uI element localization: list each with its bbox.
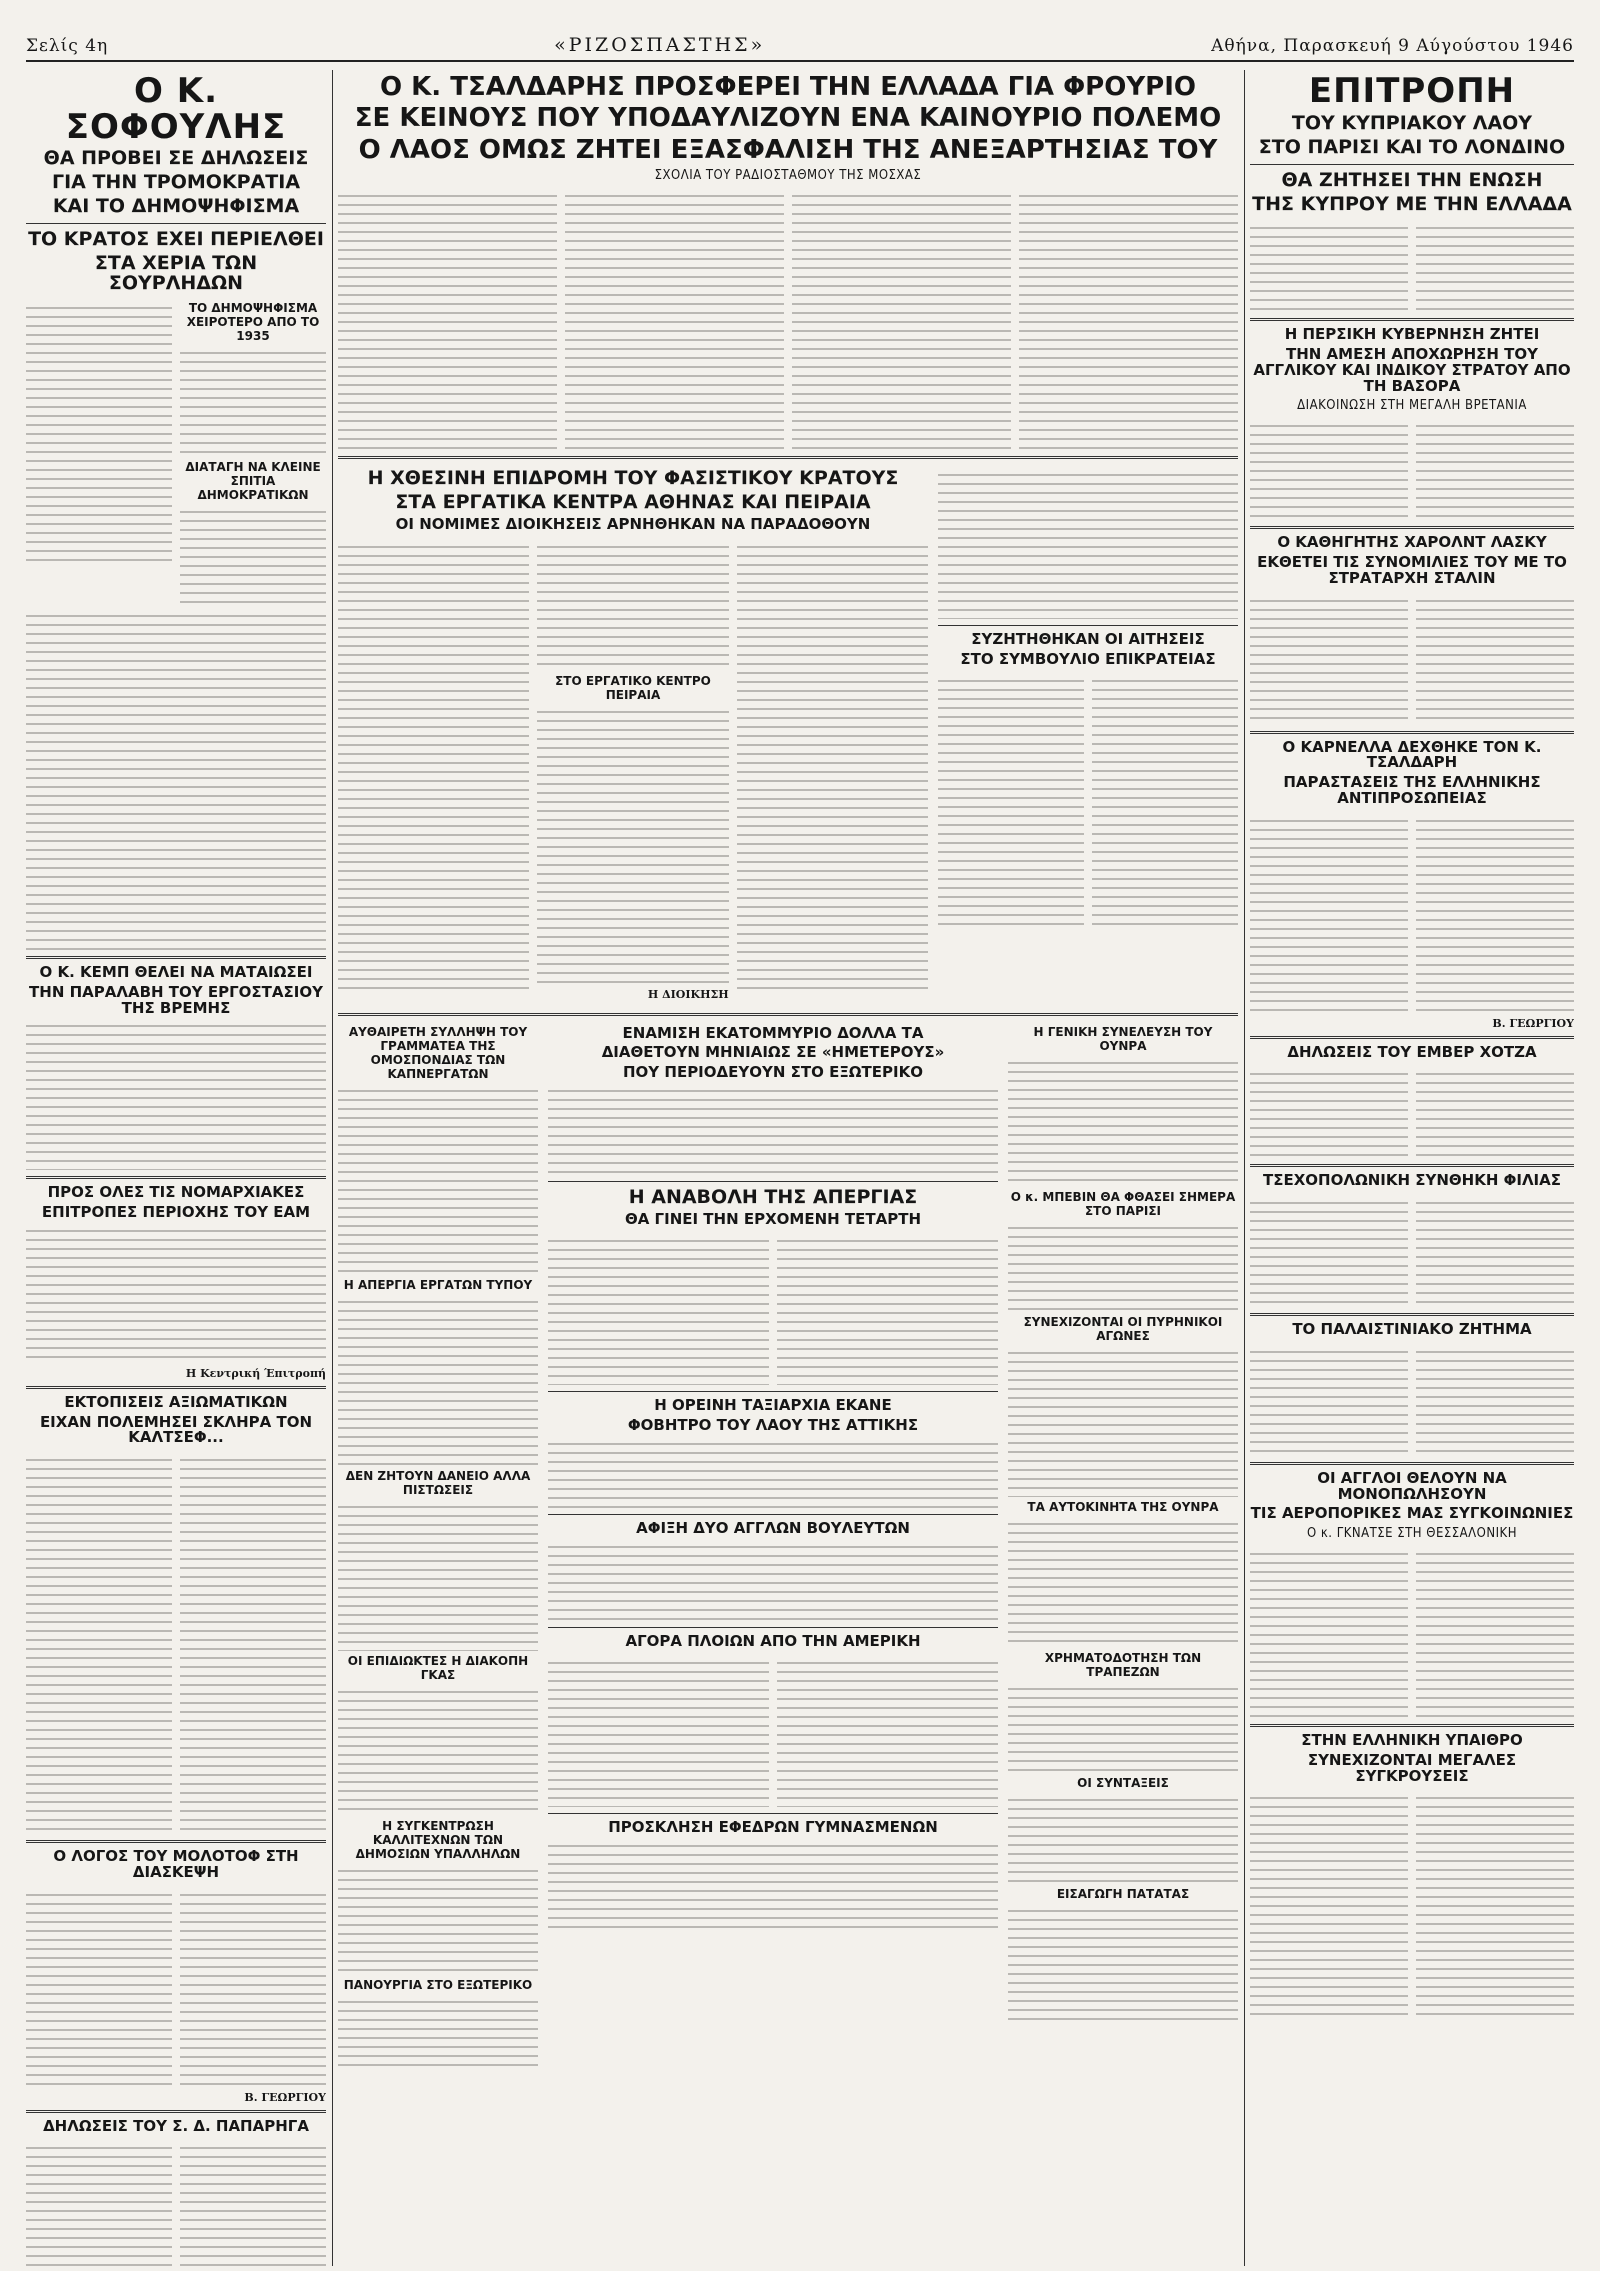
- article-body: [1250, 1193, 1574, 1307]
- body-text: [26, 610, 326, 950]
- body-text: [938, 675, 1084, 925]
- body-text: [26, 2142, 172, 2266]
- divider: [1250, 1313, 1574, 1316]
- column-divider: [1244, 70, 1245, 2266]
- body-text: [26, 302, 172, 562]
- headline: ΔΙΑΘΕΤΟΥΝ ΜΗΝΙΑΙΩΣ ΣΕ «ΗΜΕΤΕΡΟΥΣ»: [601, 1043, 945, 1062]
- headline: ΟΙ ΑΓΓΛΟΙ ΘΕΛΟΥΝ ΝΑ ΜΟΝΟΠΩΛΗΣΟΥΝ: [1317, 1468, 1507, 1503]
- body-text: [1250, 1548, 1408, 1718]
- subheadline: ΚΑΙ ΤΟ ΔΗΜΟΨΗΦΙΣΜΑ: [52, 195, 300, 218]
- headline: ΕΝΑΜΙΣΗ ΕΚΑΤΟΜΜΥΡΙΟ ΔΟΛΛΑ ΤΑ: [622, 1023, 924, 1042]
- headline: Ο ΚΑΘΗΓΗΤΗΣ ΧΑΡΟΛΝΤ ΛΑΣΚΥ: [1277, 533, 1547, 552]
- headline: ΣΤΑ ΕΡΓΑΤΙΚΑ ΚΕΝΤΡΑ ΑΘΗΝΑΣ ΚΑΙ ΠΕΙΡΑΙΑ: [395, 490, 871, 513]
- body-text: [26, 1454, 172, 1834]
- article-cyprus: [1250, 71, 1574, 312]
- headline: Η ΠΕΡΣΙΚΗ ΚΥΒΕΡΝΗΣΗ ΖΗΤΕΙ: [1284, 325, 1540, 344]
- signature: Η Κεντρική Έπιτροπή: [185, 1366, 326, 1380]
- headline: Ο Κ. ΣΟΦΟΥΛΗΣ: [65, 71, 287, 147]
- headline: ΑΥΘΑΙΡΕΤΗ ΣΥΛΛΗΨΗ ΤΟΥ ΓΡΑΜΜΑΤΕΑ ΤΗΣ ΟΜΟΣΠΟΝΔΙΑΣ ΤΩΝ ΚΑΠΝΕΡΓΑΤΩΝ: [348, 1024, 528, 1081]
- body-text: [1250, 222, 1408, 312]
- center-column: [338, 70, 1238, 2266]
- body-text: [548, 1541, 998, 1621]
- body-text: [180, 1889, 326, 2089]
- body-text: [548, 1657, 769, 1807]
- subheadline: ΣΧΟΛΙΑ ΤΟΥ ΡΑΔΙΟΣΤΑΘΜΟΥ ΤΗΣ ΜΟΣΧΑΣ: [654, 167, 922, 183]
- body-text: [792, 190, 1011, 450]
- article-carnella: [1250, 737, 1574, 1030]
- article-kemp: [26, 965, 326, 1170]
- headline: ΣΥΝΕΧΙΖΟΝΤΑΙ ΟΙ ΠΥΡΗΝΙΚΟΙ ΑΓΩΝΕΣ: [1023, 1314, 1223, 1343]
- headline: ΕΙΣΑΓΩΓΗ ΠΑΤΑΤΑΣ: [1056, 1886, 1190, 1901]
- body-text: [737, 541, 928, 991]
- body-text: [338, 1501, 538, 1651]
- headline: Ο Κ. ΤΣΑΛΔΑΡΗΣ ΠΡΟΣΦΕΡΕΙ ΤΗΝ ΕΛΛΑΔΑ ΓΙΑ ΦΡΟΥΡΙΟ: [380, 72, 1196, 102]
- divider: [1250, 1724, 1574, 1727]
- article-molotov: [26, 1849, 326, 2104]
- body-text: [338, 1996, 538, 2066]
- headline: ΤΟ ΠΑΛΑΙΣΤΙΝΙΑΚΟ ΖΗΤΗΜΑ: [1292, 1320, 1532, 1339]
- headline: Η ΓΕΝΙΚΗ ΣΥΝΕΛΕΥΣΗ ΤΟΥ ΟΥΝΡΑ: [1033, 1024, 1213, 1053]
- body-text: [1416, 1548, 1574, 1718]
- body-text: [938, 469, 1238, 619]
- body-text: [1416, 595, 1574, 725]
- article-epidromi: [338, 466, 928, 1001]
- headline: ΤΣΕΧΟΠΟΛΩΝΙΚΗ ΣΥΝΘΗΚΗ ΦΙΛΙΑΣ: [1263, 1171, 1561, 1190]
- article-body: [26, 298, 326, 606]
- article-persia: [1250, 327, 1574, 520]
- divider: [26, 1840, 326, 1843]
- headline: ΔΗΛΩΣΕΙΣ ΤΟΥ ΕΜΒΕΡ ΧΟΤΖΑ: [1287, 1042, 1537, 1061]
- body-text: [537, 541, 728, 671]
- headline: ΣΕ ΚΕΙΝΟΥΣ ΠΟΥ ΥΠΟΔΑΥΛΙΖΟΥΝ ΕΝΑ ΚΑΙΝΟΥΡΙΟ ΠΟΛΕΜΟ: [354, 103, 1222, 134]
- article-tsaldaris: [338, 74, 1238, 450]
- headline: ΔΗΛΩΣΕΙΣ ΤΟΥ Σ. Δ. ΠΑΠΑΡΗΓΑ: [43, 2116, 309, 2135]
- body-text: [1416, 1792, 1574, 2022]
- body-text: [1416, 1346, 1574, 1456]
- headline: ΑΓΟΡΑ ΠΛΟΙΩΝ ΑΠΟ ΤΗΝ ΑΜΕΡΙΚΗ: [625, 1631, 921, 1650]
- article-body: [338, 537, 928, 1001]
- divider: [1250, 1036, 1574, 1039]
- body-text: [338, 1296, 538, 1466]
- columns: [26, 70, 1574, 2266]
- article-body: [1250, 1064, 1574, 1158]
- lower-section: [338, 1022, 1238, 2066]
- article-body: [1250, 1544, 1574, 1718]
- body-text: [1092, 675, 1238, 925]
- headline: ΠΡΟΣΚΛΗΣΗ ΕΦΕΔΡΩΝ ΓΥΜΝΑΣΜΕΝΩΝ: [608, 1818, 938, 1837]
- divider: [1250, 526, 1574, 529]
- body-text: [1250, 595, 1408, 725]
- body-text: [180, 347, 326, 457]
- right-column: [1250, 70, 1574, 2266]
- body-text: [548, 1235, 769, 1385]
- article-body: [938, 671, 1238, 925]
- body-text: [1250, 1346, 1408, 1456]
- body-text: [1416, 222, 1574, 312]
- subheadline: ΤΗΝ ΑΜΕΣΗ ΑΠΟΧΩΡΗΣΗ ΤΟΥ ΑΓΓΛΙΚΟΥ ΚΑΙ ΙΝΔΙΚΟΥ ΣΤΡΑΤΟΥ ΑΠΟ ΤΗ ΒΑΣΟΡΑ: [1253, 345, 1571, 395]
- left-column: [26, 70, 326, 2266]
- headline: Ο Κ. ΚΕΜΠ ΘΕΛΕΙ ΝΑ ΜΑΤΑΙΩΣΕΙ: [39, 963, 313, 981]
- headline: Ο ΚΑΡΝΕΛΛΑ ΔΕΧΘΗΚΕ ΤΟΝ Κ. ΤΣΑΛΔΑΡΗ: [1282, 737, 1542, 772]
- article-body: [1250, 591, 1574, 725]
- headline: ΕΠΙΤΡΟΠΗ: [1308, 71, 1516, 111]
- headline: ΕΚΤΟΠΙΣΕΙΣ ΑΞΙΩΜΑΤΙΚΩΝ: [64, 1392, 288, 1411]
- inline-heading: ΔΙΑΤΑΓΗ ΝΑ ΚΛΕΙΝΕ ΣΠΙΤΙΑ ΔΗΜΟΚΡΑΤΙΚΩΝ: [185, 460, 321, 502]
- body-text: [1008, 1057, 1238, 1187]
- body-text: [565, 190, 784, 450]
- subheadline: ΠΟΥ ΠΕΡΙΟΔΕΥΟΥΝ ΣΤΟ ΕΞΩΤΕΡΙΚΟ: [623, 1063, 923, 1082]
- mid-section: [338, 465, 1238, 1007]
- divider: [1250, 731, 1574, 734]
- body-text: [180, 1454, 326, 1834]
- body-text: [548, 1840, 998, 1930]
- headline: ΠΡΟΣ ΟΛΕΣ ΤΙΣ ΝΟΜΑΡΧΙΑΚΕΣ: [47, 1183, 305, 1202]
- headline: Ο ΛΑΟΣ ΟΜΩΣ ΖΗΤΕΙ ΕΞΑΣΦΑΛΙΣΗ ΤΗΣ ΑΝΕΞΑΡΤΗΣΙΑΣ ΤΟΥ: [358, 134, 1218, 165]
- inline-heading: ΠΑΝΟΥΡΓΙΑ ΣΤΟ ΕΞΩΤΕΡΙΚΟ: [343, 1977, 533, 1992]
- body-text: [548, 1085, 998, 1175]
- divider: [26, 1176, 326, 1179]
- subheadline: Ο κ. ΓΚΝΑΤΣΕ ΣΤΗ ΘΕΣΣΑΛΟΝΙΚΗ: [1306, 1526, 1518, 1542]
- divider: [26, 223, 326, 224]
- body-text: [1416, 420, 1574, 520]
- inline-heading: ΣΤΟ ΕΡΓΑΤΙΚΟ ΚΕΝΤΡΟ ΠΕΙΡΑΙΑ: [555, 673, 711, 702]
- inline-heading: Η ΣΥΓΚΕΝΤΡΩΣΗ ΚΑΛΛΙΤΕΧΝΩΝ ΤΩΝ ΔΗΜΟΣΙΩΝ ΥΠΑΛΛΗΛΩΝ: [355, 1818, 521, 1861]
- body-text: [338, 1865, 538, 1975]
- headline: ΤΑ ΑΥΤΟΚΙΝΗΤΑ ΤΗΣ ΟΥΝΡΑ: [1027, 1499, 1219, 1514]
- article-body: [1250, 811, 1574, 1015]
- body-text: [1008, 1905, 1238, 2025]
- inline-heading: ΟΙ ΕΠΙΔΙΩΚΤΕΣ Η ΔΙΑΚΟΠΗ ΓΚΑΣ: [347, 1653, 529, 1682]
- subheadline: ΘΑ ΖΗΤΗΣΕΙ ΤΗΝ ΕΝΩΣΗ: [1281, 168, 1543, 191]
- article-body: [26, 1450, 326, 1834]
- body-text: [1250, 420, 1408, 520]
- divider: [548, 1813, 998, 1814]
- divider: [1250, 1164, 1574, 1167]
- subheadline: ΤΗΣ ΚΥΠΡΟΥ ΜΕ ΤΗΝ ΕΛΛΑΔΑ: [1252, 192, 1572, 215]
- article-countryside: [1250, 1733, 1574, 2022]
- article-body: [548, 1653, 998, 1807]
- divider: [26, 1386, 326, 1389]
- subheadline: ΕΚΘΕΤΕΙ ΤΙΣ ΣΥΝΟΜΙΛΙΕΣ ΤΟΥ ΜΕ ΤΟ ΣΤΡΑΤΑΡΧΗ ΣΤΑΛΙΝ: [1257, 553, 1567, 587]
- headline: Ο κ. ΜΠΕΒΙΝ ΘΑ ΦΘΑΣΕΙ ΣΗΜΕΡΑ ΣΤΟ ΠΑΡΙΣΙ: [1010, 1189, 1236, 1218]
- article-ektopiseis: [26, 1392, 326, 1834]
- inline-heading: Η ΑΠΕΡΓΙΑ ΕΡΓΑΤΩΝ ΤΥΠΟΥ: [343, 1277, 533, 1292]
- divider: [548, 1391, 998, 1392]
- subheadline: ΕΙΧΑΝ ΠΟΛΕΜΗΣΕΙ ΣΚΛΗΡΑ ΤΟΝ ΚΑΛΤΣΕΦ...: [39, 1412, 313, 1447]
- body-text: [1008, 1222, 1238, 1312]
- divider: [548, 1181, 998, 1182]
- body-text: [1250, 1197, 1408, 1307]
- body-text: [777, 1235, 998, 1385]
- body-text: [1008, 1794, 1238, 1884]
- divider: [1250, 164, 1574, 165]
- headline: ΣΥΖΗΤΗΘΗΚΑΝ ΟΙ ΑΙΤΗΣΕΙΣ: [971, 629, 1205, 648]
- body-text: [1019, 190, 1238, 450]
- headline: ΣΤΗΝ ΕΛΛΗΝΙΚΗ ΥΠΑΙΘΡΟ: [1301, 1731, 1523, 1750]
- body-text: [1416, 815, 1574, 1015]
- article-czechpoland: [1250, 1173, 1574, 1307]
- page-number: Σελίς 4η: [26, 36, 109, 56]
- subheadline: ΤΟ ΚΡΑΤΟΣ ΕΧΕΙ ΠΕΡΙΕΛΘΕΙ: [28, 228, 324, 251]
- body-text: [1250, 815, 1408, 1015]
- headline: Η ΑΝΑΒΟΛΗ ΤΗΣ ΑΠΕΡΓΙΑΣ: [628, 1185, 918, 1208]
- body-text: [338, 190, 557, 450]
- body-text: [338, 1085, 538, 1275]
- body-text: [548, 1438, 998, 1508]
- inline-heading: ΤΟ ΔΗΜΟΨΗΦΙΣΜΑ ΧΕΙΡΟΤΕΡΟ ΑΠΟ ΤΟ 1935: [186, 301, 320, 343]
- divider: [938, 625, 1238, 626]
- subheadline: ΤΗΝ ΠΑΡΑΛΑΒΗ ΤΟΥ ΕΡΓΟΣΤΑΣΙΟΥ ΤΗΣ ΒΡΕΜΗΣ: [29, 982, 323, 1017]
- subheadline: ΤΙΣ ΑΕΡΟΠΟΡΙΚΕΣ ΜΑΣ ΣΥΓΚΟΙΝΩΝΙΕΣ: [1250, 1504, 1574, 1523]
- divider: [1250, 318, 1574, 321]
- body-text: [537, 706, 728, 986]
- divider: [26, 2110, 326, 2113]
- divider: [1250, 1462, 1574, 1465]
- signature: Η ΔΙΟΙΚΗΣΗ: [647, 987, 729, 1001]
- divider: [338, 456, 1238, 459]
- article-palestine: [1250, 1322, 1574, 1456]
- subheadline: ΘΑ ΠΡΟΒΕΙ ΣΕ ΔΗΛΩΣΕΙΣ: [43, 147, 309, 170]
- article-body: [548, 1231, 998, 1385]
- divider: [548, 1514, 998, 1515]
- article-body: [338, 186, 1238, 450]
- body-text: [180, 2142, 326, 2266]
- body-text: [26, 1020, 326, 1170]
- subheadline: ΦΟΒΗΤΡΟ ΤΟΥ ΛΑΟΥ ΤΗΣ ΑΤΤΙΚΗΣ: [627, 1416, 919, 1435]
- headline: Η ΧΘΕΣΙΝΗ ΕΠΙΔΡΟΜΗ ΤΟΥ ΦΑΣΙΣΤΙΚΟΥ ΚΡΑΤΟΥΣ: [367, 466, 899, 489]
- body-text: [338, 1686, 538, 1816]
- column-divider: [332, 70, 333, 2266]
- body-text: [26, 1889, 172, 2089]
- article-hoxha: [1250, 1042, 1574, 1159]
- divider: [548, 1627, 998, 1628]
- article-body: [26, 2138, 326, 2266]
- signature: Β. ΓΕΩΡΓΙΟΥ: [1492, 1016, 1574, 1030]
- article-body: [26, 1885, 326, 2089]
- headline: ΟΙ ΣΥΝΤΑΞΕΙΣ: [1077, 1775, 1169, 1790]
- article-paparigas: [26, 2116, 326, 2267]
- body-text: [1416, 1068, 1574, 1158]
- divider: [338, 1013, 1238, 1016]
- body-text: [1250, 1792, 1408, 2022]
- subheadline: ΣΥΝΕΧΙΖΟΝΤΑΙ ΜΕΓΑΛΕΣ ΣΥΓΚΡΟΥΣΕΙΣ: [1307, 1750, 1517, 1785]
- body-text: [180, 506, 326, 606]
- paper-name: «ΡΙΖΟΣΠΑΣΤΗΣ»: [554, 34, 766, 56]
- subheadline: ΓΙΑ ΤΗΝ ΤΡΟΜΟΚΡΑΤΙΑ: [51, 171, 301, 194]
- body-text: [26, 1225, 326, 1365]
- article-eam: [26, 1185, 326, 1380]
- article-aviation: [1250, 1468, 1574, 1718]
- subheadline: ΕΠΙΤΡΟΠΕΣ ΠΕΡΙΟΧΗΣ ΤΟΥ ΕΑΜ: [41, 1203, 311, 1221]
- body-text: [1008, 1347, 1238, 1497]
- body-text: [777, 1657, 998, 1807]
- body-text: [338, 541, 529, 991]
- inline-heading: ΔΕΝ ΖΗΤΟΥΝ ΔΑΝΕΙΟ ΑΛΛΑ ΠΙΣΤΩΣΕΙΣ: [345, 1468, 531, 1497]
- article-symvoulio: [938, 629, 1238, 926]
- subheadline: ΣΤΟ ΠΑΡΙΣΙ ΚΑΙ ΤΟ ΛΟΝΔΙΝΟ: [1258, 135, 1566, 158]
- subheadline: ΤΟΥ ΚΥΠΡΙΑΚΟΥ ΛΑΟΥ: [1291, 111, 1533, 134]
- article-body: [1250, 218, 1574, 312]
- body-text: [1008, 1683, 1238, 1773]
- body-text: [1250, 1068, 1408, 1158]
- headline: Ο ΛΟΓΟΣ ΤΟΥ ΜΟΛΟΤΟΦ ΣΤΗ ΔΙΑΣΚΕΨΗ: [53, 1847, 299, 1881]
- headline: ΑΦΙΞΗ ΔΥΟ ΑΓΓΛΩΝ ΒΟΥΛΕΥΤΩΝ: [636, 1518, 910, 1537]
- signature: Β. ΓΕΩΡΓΙΟΥ: [244, 2090, 326, 2104]
- headline: ΧΡΗΜΑΤΟΔΟΤΗΣΗ ΤΩΝ ΤΡΑΠΕΖΩΝ: [1044, 1650, 1202, 1679]
- article-laski: [1250, 535, 1574, 724]
- masthead: [26, 22, 1574, 62]
- divider: [26, 956, 326, 959]
- issue-date: Αθήνα, Παρασκευή 9 Αύγούστου 1946: [1211, 36, 1574, 56]
- subheadline: ΔΙΑΚΟΙΝΩΣΗ ΣΤΗ ΜΕΓΑΛΗ ΒΡΕΤΑΝΙΑ: [1297, 398, 1527, 414]
- article-body: [1250, 1342, 1574, 1456]
- headline: Η ΟΡΕΙΝΗ ΤΑΞΙΑΡΧΙΑ ΕΚΑΝΕ: [654, 1396, 892, 1415]
- subheadline: ΟΙ ΝΟΜΙΜΕΣ ΔΙΟΙΚΗΣΕΙΣ ΑΡΝΗΘΗΚΑΝ ΝΑ ΠΑΡΑΔΟΘΟΥΝ: [395, 514, 871, 533]
- article-body: [1250, 1788, 1574, 2022]
- subheadline: ΘΑ ΓΙΝΕΙ ΤΗΝ ΕΡΧΟΜΕΝΗ ΤΕΤΑΡΤΗ: [624, 1209, 922, 1228]
- article-sofoulis: [26, 71, 326, 950]
- body-text: [1008, 1518, 1238, 1648]
- subheadline: ΣΤΑ ΧΕΡΙΑ ΤΩΝ ΣΟΥΡΛΗΔΩΝ: [94, 252, 258, 295]
- subheadline: ΣΤΟ ΣΥΜΒΟΥΛΙΟ ΕΠΙΚΡΑΤΕΙΑΣ: [960, 649, 1216, 668]
- subheadline: ΠΑΡΑΣΤΑΣΕΙΣ ΤΗΣ ΕΛΛΗΝΙΚΗΣ ΑΝΤΙΠΡΟΣΩΠΕΙΑΣ: [1283, 773, 1541, 807]
- article-body: [1250, 416, 1574, 520]
- body-text: [1416, 1197, 1574, 1307]
